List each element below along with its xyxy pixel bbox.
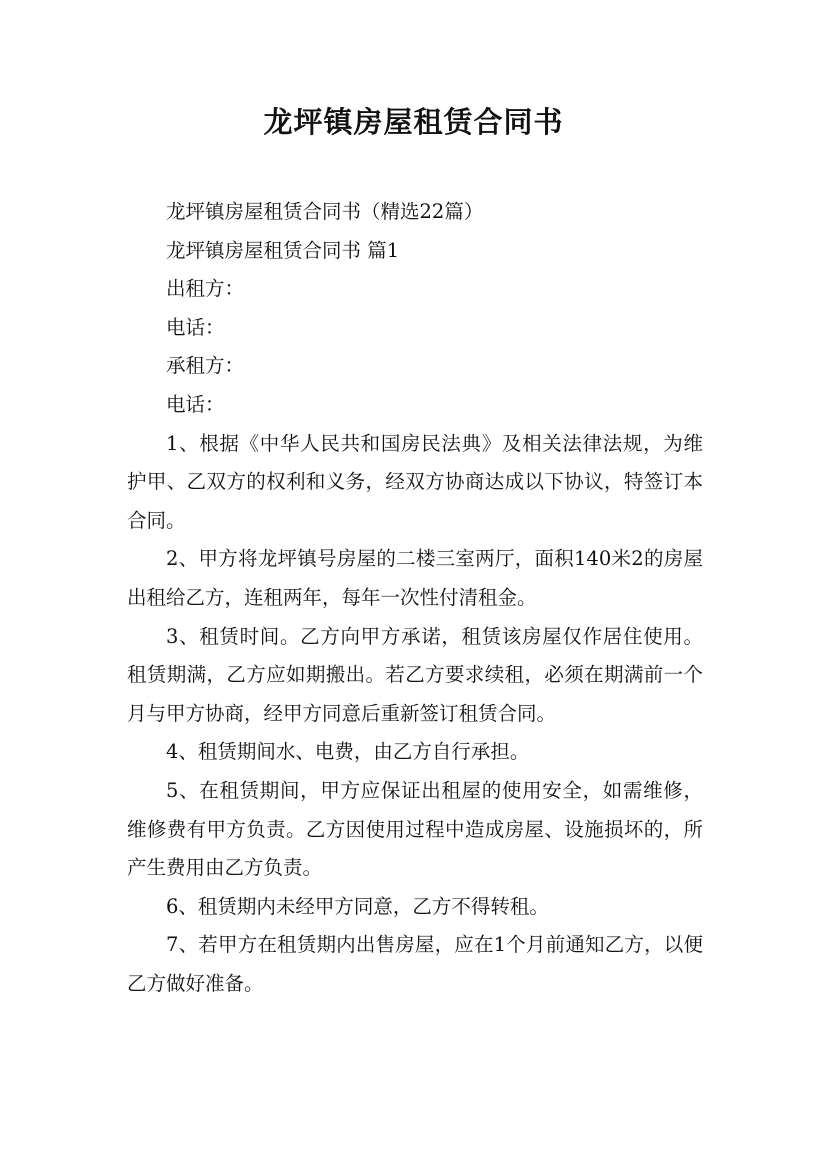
paragraph-clause-6: 6、租赁期内未经甲方同意，乙方不得转租。 bbox=[166, 894, 549, 918]
paragraph-clause-5: 5、在租赁期间，甲方应保证出租屋的使用安全，如需维修，维修费有甲方负责。乙方因使用过程中造成房屋、设施损坏的，所产生费用由乙方负责。 bbox=[127, 778, 703, 880]
paragraph-section-heading: 龙坪镇房屋租赁合同书 篇1 bbox=[166, 238, 400, 262]
paragraph-clause-1: 1、根据《中华人民共和国房民法典》及相关法律法规，为维护甲、乙双方的权利和义务，经双方协商达成以下协议，特签订本合同。 bbox=[127, 431, 703, 532]
paragraph-clause-4: 4、租赁期间水、电费，由乙方自行承担。 bbox=[166, 740, 530, 764]
document-title: 龙坪镇房屋租赁合同书 bbox=[263, 105, 564, 139]
paragraph-lessor-phone: 电话： bbox=[166, 315, 225, 339]
paragraph-lessee: 承租方： bbox=[166, 354, 245, 378]
paragraph-lessee-phone: 电话： bbox=[166, 392, 225, 416]
paragraph-clause-3: 3、租赁时间。乙方向甲方承诺，租赁该房屋仅作居住使用。租赁期满，乙方应如期搬出。若乙方要求续租，必须在期满前一个月与甲方协商，经甲方同意后重新签订租赁合同。 bbox=[127, 624, 703, 725]
paragraph-clause-2: 2、甲方将龙坪镇号房屋的二楼三室两厅，面积140米2的房屋出租给乙方，连租两年，每年一次性付清租金。 bbox=[127, 547, 703, 609]
paragraph-subtitle: 龙坪镇房屋租赁合同书（精选22篇） bbox=[166, 200, 484, 223]
document-body bbox=[127, 193, 703, 1003]
paragraph-lessor: 出租方： bbox=[166, 277, 245, 301]
paragraph-clause-7: 7、若甲方在租赁期内出售房屋，应在1个月前通知乙方，以便乙方做好准备。 bbox=[127, 933, 703, 995]
